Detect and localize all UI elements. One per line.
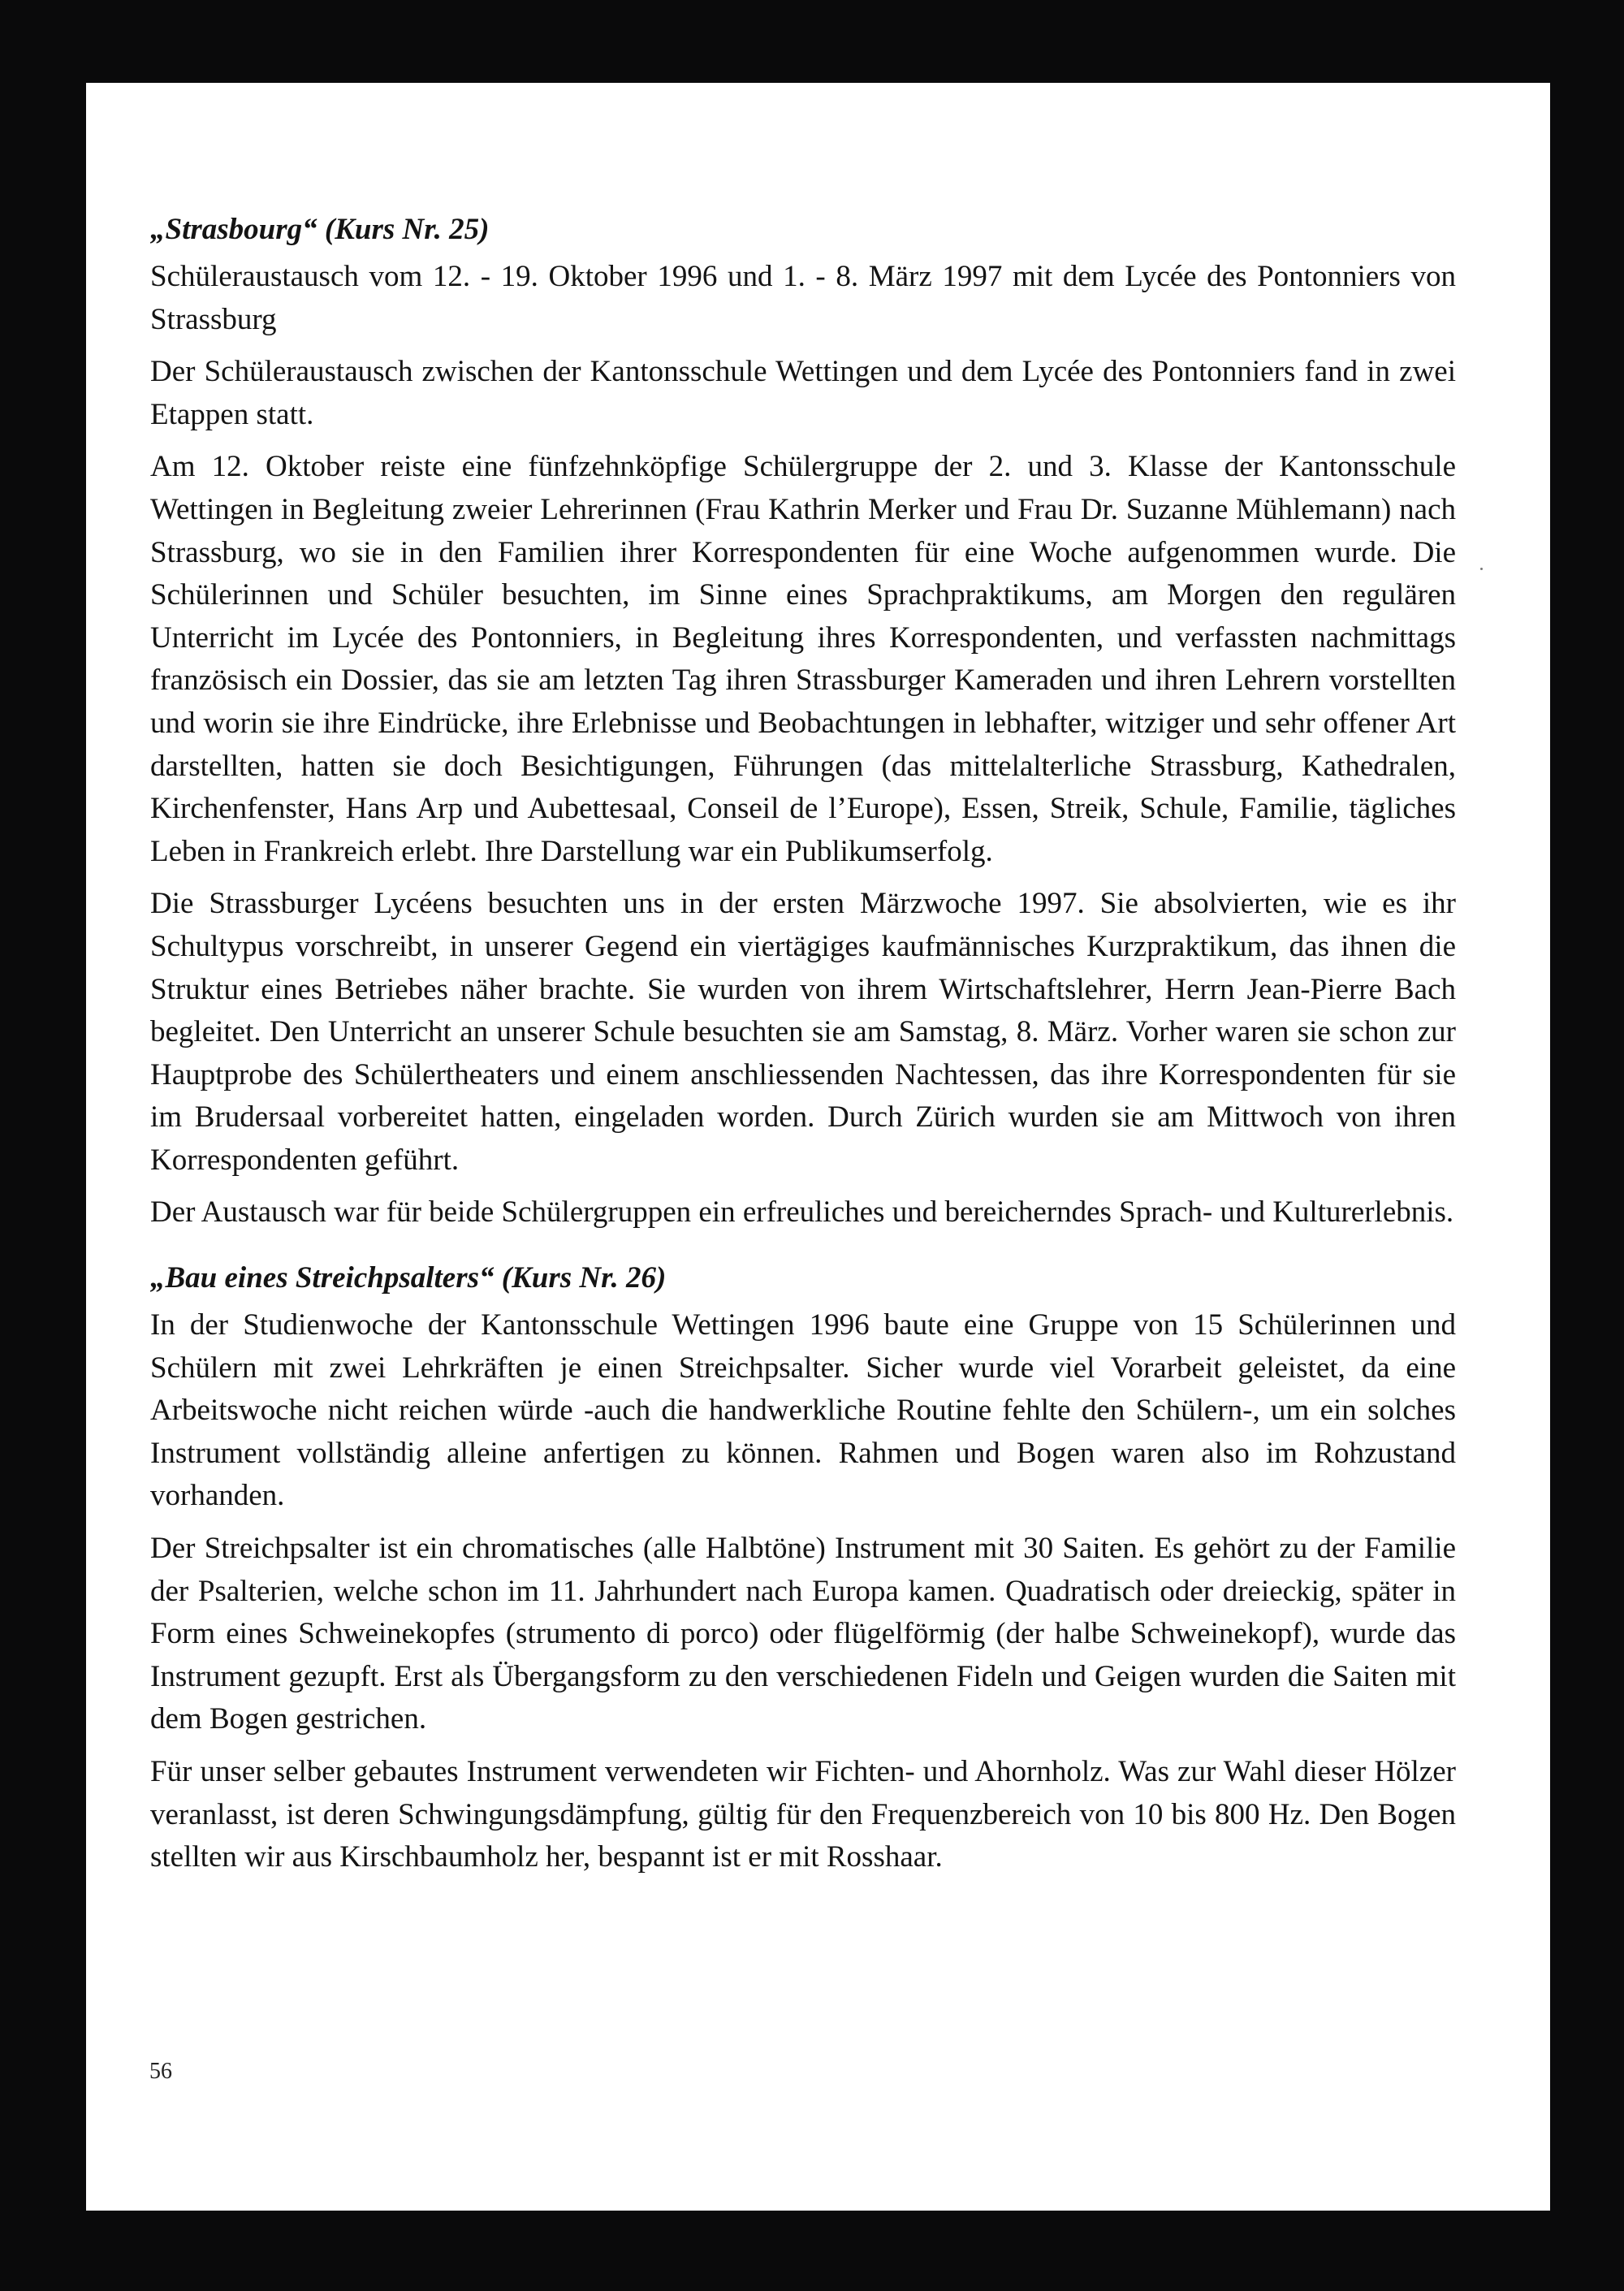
section-streichpsalter [150,1257,1456,1879]
section-heading: „Bau eines Streichpsalters“ (Kurs Nr. 26) [150,1261,667,1295]
paragraph: Der Schüleraustausch zwischen der Kantonsschule Wettingen und dem Lycée des Pontonniers fand in zwei Etappen statt. [150,355,1456,431]
paragraph: Der Streichpsalter ist ein chromatisches (alle Halbtöne) Instrument mit 30 Saiten. Es gehört zu der Familie der Psalterien, welche schon im 11. Jahrhundert nach Europa kamen. Quadratisch oder dreieckig, später in Form eines Schweinekopfes (strumento di porco) oder flügelförmig (der halbe Schweinekopf), wurde das Instrument gezupft. Erst als Übergangsform zu den verschiedenen Fideln und Geigen wurden die Saiten mit dem Bogen gestrichen. [150,1532,1456,1736]
paragraph: Die Strassburger Lycéens besuchten uns in der ersten Märzwoche 1997. Sie absolvierten, wie es ihr Schultypus vorschreibt, in unserer Gegend ein viertägiges kaufmännisches Kurzpraktikum, das ihnen die Struktur eines Betriebes näher brachte. Sie wurden von ihrem Wirtschaftslehrer, Herrn Jean-Pierre Bach begleitet. Den Unterricht an unserer Schule besuchten sie am Samstag, 8. März. Vorher waren sie schon zur Hauptprobe des Schülertheaters und einem anschliessenden Nachtessen, das ihre Korrespondenten für sie im Brudersaal vorbereitet hatten, eingeladen worden. Durch Zürich wurden sie am Mittwoch von ihren Korrespondenten geführt. [150,887,1456,1177]
scan-artifact-dot [1480,568,1483,570]
paragraph: Der Austausch war für beide Schülergruppen ein erfreuliches und bereicherndes Sprach- und Kulturerlebnis. [150,1195,1454,1230]
paragraph: Am 12. Oktober reiste eine fünfzehnköpfige Schülergruppe der 2. und 3. Klasse der Kantonsschule Wettingen in Begleitung zweier Lehrerinnen (Frau Kathrin Merker und Frau Dr. Suzanne Mühlemann) nach Strassburg, wo sie in den Familien ihrer Korrespondenten für eine Woche aufgenommen wurde. Die Schülerinnen und Schüler besuchten, im Sinne eines Sprachpraktikums, am Morgen den regulären Unterricht im Lycée des Pontonniers, in Begleitung ihres Korrespondenten, und verfassten nachmittags französisch ein Dossier, das sie am letzten Tag ihren Strassburger Kameraden und ihren Lehrern vorstellten und worin sie ihre Eindrücke, ihre Erlebnisse und Beobachtungen in lebhafter, witziger und sehr offener Art darstellten, hatten sie doch Besichtigungen, Führungen (das mittelalterliche Strassburg, Kathedralen, Kirchenfenster, Hans Arp und Aubettesaal, Conseil de l’Europe), Essen, Streik, Schule, Familie, tägliches Leben in Frankreich erlebt. Ihre Darstellung war ein Publikumserfolg. [150,450,1456,868]
paragraph: In der Studienwoche der Kantonsschule Wettingen 1996 baute eine Gruppe von 15 Schülerinnen und Schülern mit zwei Lehrkräften je einen Streichpsalter. Sicher wurde viel Vorarbeit geleistet, da eine Arbeitswoche nicht reichen würde -auch die handwerkliche Routine fehlte den Schülern-, um ein solches Instrument vollständig alleine anfertigen zu können. Rahmen und Bogen waren also im Rohzustand vorhanden. [150,1308,1456,1513]
page-content [150,209,1456,1889]
paragraph: Schüleraustausch vom 12. - 19. Oktober 1996 und 1. - 8. März 1997 mit dem Lycée des Pontonniers von Strassburg [150,260,1456,336]
paragraph: Für unser selber gebautes Instrument verwendeten wir Fichten- und Ahornholz. Was zur Wahl dieser Hölzer veranlasst, ist deren Schwingungsdämpfung, gültig für den Frequenzbereich von 10 bis 800 Hz. Den Bogen stellten wir aus Kirschbaumholz her, bespannt ist er mit Rosshaar. [150,1755,1456,1874]
document-page [86,83,1550,2211]
section-heading: „Strasbourg“ (Kurs Nr. 25) [150,213,490,246]
section-strasbourg [150,209,1456,1234]
page-number: 56 [149,2059,172,2084]
